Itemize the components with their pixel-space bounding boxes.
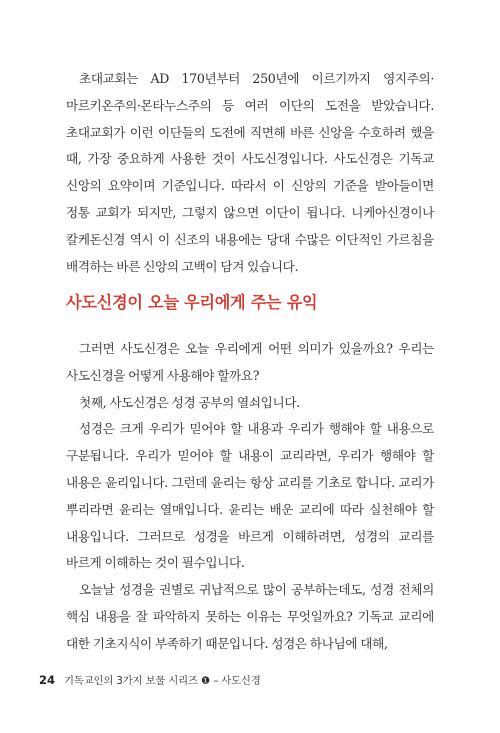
page-footer bbox=[39, 672, 469, 687]
body-paragraph-2: 첫째, 사도신경은 성경 공부의 열쇠입니다. bbox=[79, 394, 300, 410]
intro-paragraph: 초대교회는 AD 170년부터 250년에 이르기까지 영지주의·마르키온주의·몬타누스주의 등 여러 이단의 도전을 받았습니다. 초대교회가 이런 이단들의 도전에 직면해 바른 신앙을 수호하려 했을 때, 가장 중요하게 사용한 것이 사도신경입니다. 사도신경은 기독교 신앙의 요약이며 기준입니다. 따라서 이 신앙의 기준을 받아들이면 정통 교회가 되지만, 그렇지 않으면 이단이 됩니다. 니케아신경이나 칼케돈신경 역시 이 신조의 내용에는 당대 수많은 이단적인 가르침을 배격하는 바른 신앙의 고백이 담겨 있습니다. bbox=[66, 71, 434, 274]
body-paragraph-3: 성경은 크게 우리가 믿어야 할 내용과 우리가 행해야 할 내용으로 구분됩니다. 우리가 믿어야 할 내용이 교리라면, 우리가 행해야 할 내용은 윤리입니다. 그런데 윤리는 항상 교리를 기초로 합니다. 교리가 뿌리라면 윤리는 열매입니다. 윤리는 배운 교리에 따라 실천해야 할 내용입니다. 그러므로 성경을 바르게 이해하려면, 성경의 교리를 바르게 이해하는 것이 필수입니다. bbox=[66, 421, 434, 571]
body-paragraph-4: 오늘날 성경을 권별로 귀납적으로 많이 공부하는데도, 성경 전체의 핵심 내용을 잘 파악하지 못하는 이유는 무엇일까요? 기독교 교리에 대한 기초지식이 부족하기 때문입니다. 성경은 하나님에 대해, bbox=[66, 582, 434, 651]
body-paragraph-1: 그러면 사도신경은 오늘 우리에게 어떤 의미가 있을까요? 우리는 사도신경을 어떻게 사용해야 할까요? bbox=[66, 341, 434, 383]
body-text-block bbox=[66, 336, 434, 658]
section-heading: 사도신경이 오늘 우리에게 주는 유익 bbox=[66, 293, 318, 312]
page-number: 24 bbox=[39, 673, 56, 687]
intro-text-block bbox=[66, 66, 434, 280]
series-title: 기독교인의 3가지 보물 시리즈 ❶ – 사도신경 bbox=[64, 675, 261, 687]
